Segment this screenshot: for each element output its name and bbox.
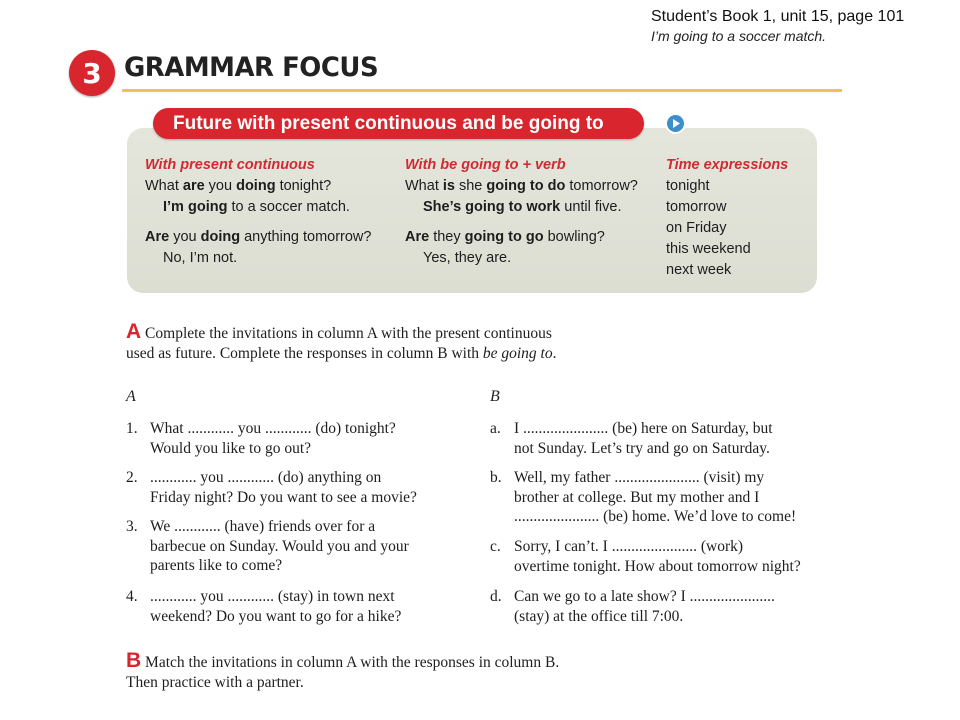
caption-example: I’m going to a soccer match. <box>651 28 827 44</box>
slide-caption <box>651 7 904 45</box>
exercise-a-instructions: A Complete the invitations in column A with the present continuous used as future. Complete the responses in column B with be going to. <box>126 320 557 362</box>
grammar-col-time-expressions <box>666 155 788 281</box>
grammar-col-going-to <box>405 155 638 269</box>
example-line: Yes, they are. <box>423 250 512 266</box>
time-expression: tomorrow <box>666 199 727 215</box>
grammar-banner: Future with present continuous and be going to <box>153 108 644 139</box>
exercise-b-instructions: B Match the invitations in column A with the responses in column B. Then practice with a partner. <box>126 649 560 691</box>
time-expression: on Friday <box>666 220 727 236</box>
example-line: She’s going to work until five. <box>423 199 622 215</box>
column-b-label: B <box>490 388 500 405</box>
example-line: What are you doing tonight? <box>145 178 332 194</box>
example-line: What is she going to do tomorrow? <box>405 178 638 194</box>
time-expression: this weekend <box>666 241 751 257</box>
example-line: I’m going to a soccer match. <box>163 199 350 215</box>
time-expression: next week <box>666 262 732 278</box>
caption-source: Student’s Book 1, unit 15, page 101 <box>651 8 905 25</box>
example-line: Are you doing anything tomorrow? <box>145 229 372 245</box>
grammar-col-present-continuous <box>145 155 371 269</box>
exercise-letter: B <box>126 649 142 672</box>
col-heading: With be going to + verb <box>405 157 566 173</box>
section-number-badge: 3 <box>69 50 115 96</box>
example-line: Are they going to go bowling? <box>405 229 605 245</box>
section-title: GRAMMAR FOCUS <box>124 52 379 83</box>
play-circle-icon[interactable] <box>665 113 686 134</box>
time-expression: tonight <box>666 178 710 194</box>
title-underline <box>122 89 842 92</box>
col-heading: With present continuous <box>145 157 315 173</box>
col-heading: Time expressions <box>666 157 789 173</box>
column-a-label: A <box>126 388 136 405</box>
example-line: No, I’m not. <box>163 250 238 266</box>
exercise-letter: A <box>126 320 142 343</box>
